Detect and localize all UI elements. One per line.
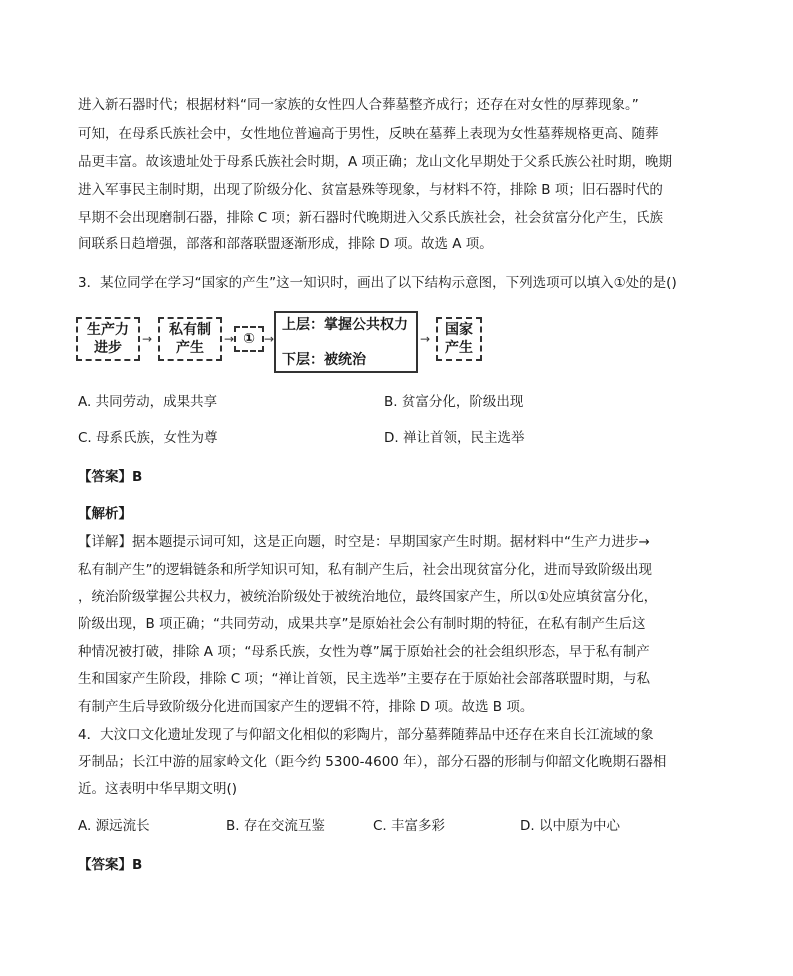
arrow-icon: → [264, 332, 275, 346]
analysis-line: 生和国家产生阶段，排除 C 项；“禅让首领，民主选举”主要存在于原始社会部落联盟时期，与私 [78, 671, 650, 687]
diagram-text: 进步 [94, 340, 122, 356]
analysis-line: 私有制产生”的逻辑链条和所学知识可知，私有制产生后，社会出现贫富分化，进而导致阶级出现 [78, 562, 652, 578]
q3-option-a: A. 共同劳动，成果共享 [78, 394, 218, 410]
diagram-lower-layer: 下层：被统治 [282, 352, 366, 368]
analysis-line: 【详解】据本题提示词可知，这是正向题，时空是：早期国家产生时期。据材料中“生产力进步→ [78, 534, 650, 550]
q3-option-d: D. 禅让首领，民主选举 [384, 430, 525, 446]
q4-option-c: C. 丰富多彩 [373, 818, 446, 834]
structure-diagram [76, 311, 486, 373]
q4-option-a: A. 源远流长 [78, 818, 150, 834]
answer-label: 【答案】 [78, 469, 132, 485]
arrow-icon: → [142, 332, 153, 346]
answer-value: B [132, 469, 143, 485]
answer-label: 【答案】 [78, 857, 132, 873]
q3-answer [78, 468, 142, 486]
arrow-icon: → [420, 332, 431, 346]
intro-line: 可知，在母系氏族社会中，女性地位普遍高于男性，反映在墓葬上表现为女性墓葬规格更高、随葬 [78, 126, 659, 142]
q3-stem: 3．某位同学在学习“国家的产生”这一知识时，画出了以下结构示意图，下列选项可以填入①处的是() [78, 275, 677, 291]
intro-line: 进入新石器时代；根据材料“同一家族的女性四人合葬墓整齐成行；还存在对女性的厚葬现象。” [78, 97, 639, 113]
intro-line: 进入军事民主制时期，出现了阶级分化、贫富悬殊等现象，与材料不符，排除 B 项；旧石器时代的 [78, 182, 663, 198]
analysis-line: 种情况被打破，排除 A 项；“母系氏族，女性为尊”属于原始社会的社会组织形态，早于私有制产 [78, 644, 650, 660]
diagram-box-private-ownership [158, 317, 222, 361]
diagram-box-blank [234, 326, 264, 352]
answer-value: B [132, 857, 143, 873]
diagram-upper-layer: 上层：掌握公共权力 [282, 317, 408, 333]
q4-option-d: D. 以中原为中心 [520, 818, 620, 834]
q4-stem-line: 近。这表明中华早期文明() [78, 781, 238, 797]
arrow-icon: → [224, 332, 235, 346]
q3-analysis-label: 【解析】 [78, 506, 132, 522]
analysis-line: 有制产生后导致阶级分化进而国家产生的逻辑不符，排除 D 项。故选 B 项。 [78, 699, 534, 715]
q4-answer [78, 856, 142, 874]
intro-line: 早期不会出现磨制石器，排除 C 项；新石器时代晚期进入父系氏族社会，社会贫富分化产生，氏族 [78, 210, 664, 226]
diagram-text: 私有制 [169, 322, 211, 338]
q3-option-b: B. 贫富分化，阶级出现 [384, 394, 524, 410]
q3-option-c: C. 母系氏族，女性为尊 [78, 430, 218, 446]
analysis-line: 阶级出现，B 项正确；“共同劳动，成果共享”是原始社会公有制时期的特征，在私有制产生后这 [78, 616, 646, 632]
q4-stem-line: 4．大汶口文化遗址发现了与仰韶文化相似的彩陶片，部分墓葬随葬品中还存在来自长江流域的象 [78, 727, 654, 743]
diagram-text: 产生 [176, 340, 204, 356]
analysis-line: ，统治阶级掌握公共权力，被统治阶级处于被统治地位，最终国家产生，所以①处应填贫富分化， [78, 589, 658, 605]
diagram-box-productivity [76, 317, 140, 361]
diagram-text: 产生 [445, 340, 473, 356]
diagram-text: 国家 [445, 322, 473, 338]
q4-stem-line: 牙制品；长江中游的屈家岭文化（距今约 5300-4600 年），部分石器的形制与仰韶文化晚期石器相 [78, 754, 667, 770]
diagram-box-layers [274, 311, 418, 373]
intro-line: 品更丰富。故该遗址处于母系氏族社会时期，A 项正确；龙山文化早期处于父系氏族公社时期，晚期 [78, 154, 673, 170]
q4-option-b: B. 存在交流互鉴 [226, 818, 325, 834]
intro-line: 间联系日趋增强，部落和部落联盟逐渐形成，排除 D 项。故选 A 项。 [78, 236, 493, 252]
diagram-text: ① [243, 331, 255, 347]
diagram-box-state [436, 317, 482, 361]
diagram-text: 生产力 [87, 322, 129, 338]
